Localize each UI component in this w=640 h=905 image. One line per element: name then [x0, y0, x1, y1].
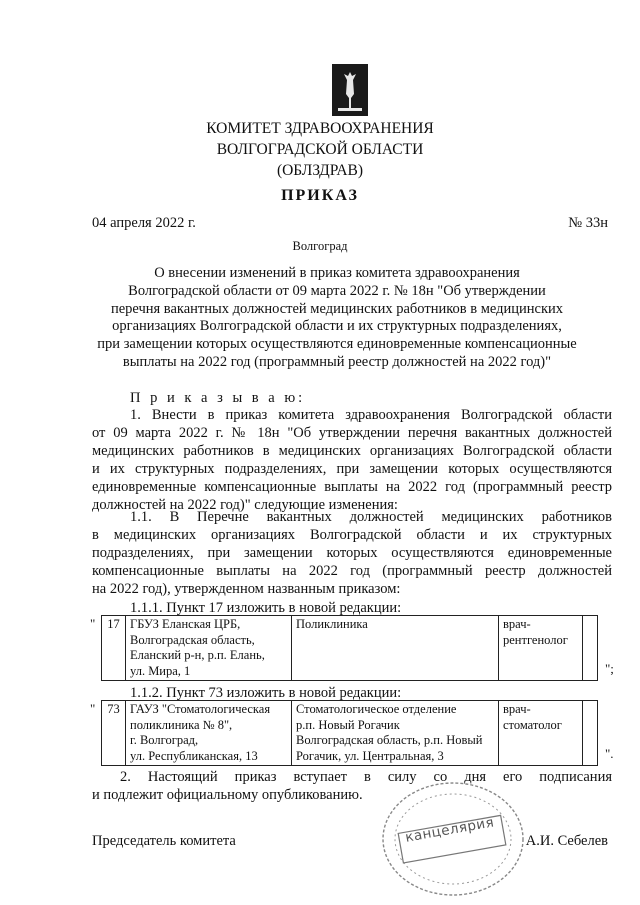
cell-line: Стоматологическое отделение — [296, 702, 457, 716]
city: Волгоград — [292, 239, 348, 253]
paragraph-line: и их структурных подразделениях, при замещении которых осуществляются — [92, 461, 612, 477]
cell-line: ГАУЗ "Стоматологическая — [130, 702, 271, 716]
subpoint-1-1-2: 1.1.2. Пункт 73 изложить в новой редакции: — [130, 685, 402, 701]
paragraph-line: на 2022 год), утвержденном названным приказом: — [92, 581, 401, 597]
unit-cell — [292, 701, 499, 766]
organization-cell — [126, 701, 292, 766]
paragraph-line: в медицинских организациях Волгоградской области и их структурных — [92, 527, 612, 543]
cell-line: ул. Республиканская, 13 — [130, 748, 258, 763]
quote-close: ". — [605, 746, 614, 761]
cell-line: Поликлиника — [296, 617, 368, 631]
org-line-3: (ОБЛЗДРАВ) — [276, 162, 364, 179]
cell-line: Волгоградская область, — [130, 632, 255, 647]
paragraph-1 — [92, 406, 612, 514]
cell-line: Волгоградская область, р.п. Новый — [296, 733, 483, 747]
table-row-17 — [101, 615, 598, 681]
table-row-73 — [101, 700, 598, 766]
subpoint-1-1-1: 1.1.1. Пункт 17 изложить в новой редакции: — [130, 600, 402, 616]
signatory-role: Председатель комитета — [92, 833, 236, 849]
subject-line: Волгоградской области от 09 марта 2022 г. № 18н "Об утверждении — [128, 282, 546, 299]
cell-line: р.п. Новый Рогачик — [296, 717, 400, 732]
org-line-1: КОМИТЕТ ЗДРАВООХРАНЕНИЯ — [206, 120, 434, 137]
cell-line: стоматолог — [503, 717, 562, 732]
subject-line: перечня вакантных должностей медицинских работников в медицинских — [110, 300, 564, 317]
cell-line: ул. Мира, 1 — [130, 663, 191, 678]
subject-line: при замещении которых осуществляются единовременные компенсационные — [97, 336, 577, 353]
document-number: № 33н — [568, 215, 608, 231]
position-cell — [499, 701, 583, 766]
paragraph-line: 2. Настоящий приказ вступает в силу со дня его подписания — [120, 769, 612, 785]
cell-line: ГБУЗ Еланская ЦРБ, — [130, 617, 241, 631]
document-date: 04 апреля 2022 г. — [92, 215, 196, 231]
paragraph-line: от 09 марта 2022 г. № 18н "Об утверждении перечня вакантных должностей — [92, 425, 612, 441]
empty-cell — [583, 701, 598, 766]
paragraph-line: подразделениях, при замещении которых осуществляются единовременные — [92, 545, 612, 561]
subject-line: О внесении изменений в приказ комитета здравоохранения — [154, 265, 520, 281]
row-number: 73 — [102, 701, 126, 766]
cell-line: врач- — [503, 617, 531, 631]
document-title: ПРИКАЗ — [281, 187, 359, 204]
paragraph-1-1 — [92, 508, 612, 598]
emblem-logo — [332, 64, 368, 116]
org-line-2: ВОЛГОГРАДСКОЙ ОБЛАСТИ — [216, 141, 424, 158]
cell-line: г. Волгоград, — [130, 733, 199, 747]
org-header — [0, 118, 640, 181]
quote-open: " — [90, 701, 96, 716]
stamp-text: канцелярия — [404, 814, 496, 846]
paragraph-line: единовременные компенсационные выплаты на 2022 год (программный реестр — [92, 479, 612, 495]
paragraph-line: должностей на 2022 год)" следующие изменения: — [92, 497, 398, 513]
position-cell — [499, 616, 583, 681]
organization-cell — [126, 616, 292, 681]
subject-line: выплаты на 2022 год (программный реестр должностей на 2022 год)" — [122, 353, 552, 370]
unit-cell — [292, 616, 499, 681]
order-word: П р и к а з ы в а ю: — [130, 390, 306, 406]
paragraph-2 — [92, 768, 612, 804]
cell-line: поликлиника № 8", — [130, 717, 233, 732]
cell-line: Рогачик, ул. Центральная, 3 — [296, 748, 444, 763]
paragraph-line: медицинских работников в медицинских организациях Волгоградской области — [92, 443, 612, 459]
paragraph-line: 1. Внести в приказ комитета здравоохранения Волгоградской области — [130, 407, 612, 423]
row-number: 17 — [102, 616, 126, 681]
cell-line: рентгенолог — [503, 632, 568, 647]
subject-line: организациях Волгоградской области и их структурных подразделениях, — [112, 318, 562, 335]
cell-line: врач- — [503, 702, 531, 716]
quote-close: "; — [605, 661, 614, 676]
empty-cell — [583, 616, 598, 681]
paragraph-line: компенсационные выплаты на 2022 год (программный реестр должностей — [92, 563, 612, 579]
cell-line: Еланский р-н, р.п. Елань, — [130, 648, 265, 662]
signatory-name: А.И. Себелев — [525, 833, 608, 849]
quote-open: " — [90, 616, 96, 631]
paragraph-line: и подлежит официальному опубликованию. — [92, 787, 363, 803]
document-subject — [92, 265, 582, 372]
paragraph-line: 1.1. В Перечне вакантных должностей медицинских работников — [130, 509, 612, 525]
